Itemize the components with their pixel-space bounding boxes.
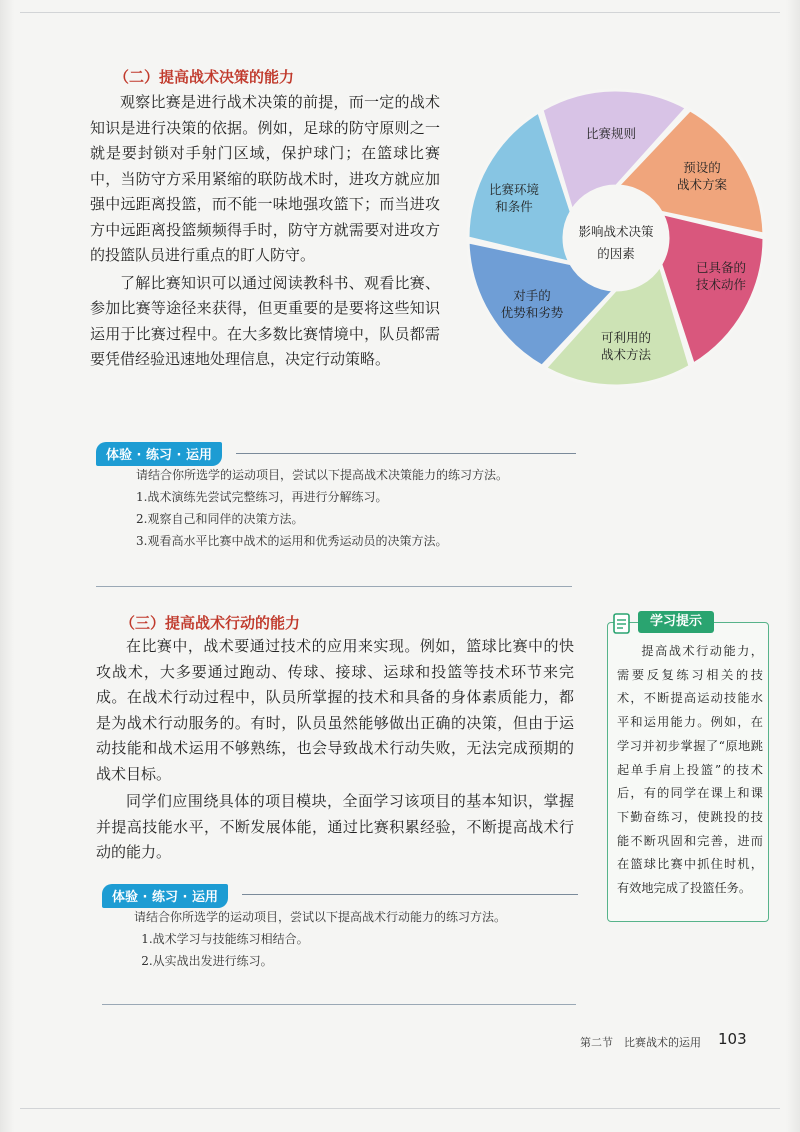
practice-box-action [110, 906, 560, 972]
divider [102, 1004, 576, 1005]
tactical-decision-factors-diagram [456, 88, 776, 398]
section-heading-tactical-action: （三）提高战术行动的能力 [120, 614, 301, 632]
section-heading-tactical-decision: （二）提高战术决策的能力 [114, 68, 295, 86]
tip-paragraph: 提高战术行动能力，需要反复练习相关的技术，不断提高运动技能水平和运用能力。例如，在学习并初步掌握了“原地跳起单手肩上投篮”的技术后，有的同学在课上和课下勤奋练习，使跳投的技能不断巩固和完善，进而在篮球比赛中抓住时机，有效地完成了投篮任务。 [617, 644, 763, 896]
section2-body [90, 90, 440, 373]
segment-label-rules: 比赛规则 [585, 126, 637, 141]
practice-item: 1.战术演练先尝试完整练习，再进行分解练习。 [136, 490, 388, 504]
segment-label-methods-1: 可利用的 [600, 330, 652, 345]
practice-box-decision [112, 464, 552, 552]
practice-item: 2.观察自己和同伴的决策方法。 [136, 512, 304, 526]
learning-tip-header: 学习提示 [638, 611, 714, 633]
segment-label-environment-2: 和条件 [495, 199, 533, 214]
segment-label-methods-2: 战术方法 [600, 347, 652, 362]
practice-item: 3.观看高水平比赛中战术的运用和优秀运动员的决策方法。 [136, 534, 448, 548]
practice-tag: 体验 · 练习 · 运用 [96, 442, 222, 466]
rule-line [20, 12, 780, 13]
practice-item: 2.从实战出发进行练习。 [141, 954, 273, 968]
segment-label-opponent-1: 对手的 [513, 288, 551, 303]
segment-label-opponent-2: 优势和劣势 [500, 305, 564, 320]
practice-intro: 请结合你所选学的运动项目，尝试以下提高战术行动能力的练习方法。 [134, 910, 507, 924]
practice-item: 1.战术学习与技能练习相结合。 [141, 932, 309, 946]
section3-body [96, 634, 574, 866]
tag-underline [242, 894, 578, 895]
segment-label-environment-1: 比赛环境 [488, 182, 540, 197]
tag-underline [236, 453, 576, 454]
segment-label-preset-plan-1: 预设的 [683, 160, 721, 175]
paragraph: 同学们应围绕具体的项目模块，全面学习该项目的基本知识，掌握并提高技能水平，不断发展体能，通过比赛积累经验，不断提高战术行动的能力。 [96, 792, 574, 861]
paragraph: 了解比赛知识可以通过阅读教科书、观看比赛、参加比赛等途径来获得，但更重要的是要将这些知识运用于比赛过程中。在大多数比赛情境中，队员都需要凭借经验迅速地处理信息，决定行动策略。 [90, 273, 440, 368]
segment-label-skills-1: 已具备的 [695, 260, 747, 275]
page-number: 103 [718, 1030, 747, 1048]
divider [96, 586, 572, 587]
rule-line [20, 1108, 780, 1109]
center-label-line2: 的因素 [597, 246, 635, 261]
practice-tag: 体验 · 练习 · 运用 [102, 884, 228, 908]
paragraph: 在比赛中，战术要通过技术的应用来实现。例如，篮球比赛中的快攻战术，大多要通过跑动、传球、接球、运球和投篮等技术环节来完成。在战术行动过程中，队员所掌握的技术和具备的身体素质能力，都是为战术行动服务的。有时，队员虽然能够做出正确的决策，但由于运动技能和战术运用不够熟练，也会导致战术行动失败，无法完成预期的战术目标。 [96, 637, 574, 783]
learning-tip-text [617, 640, 763, 901]
footer-section-title: 第二节 比赛战术的运用 [580, 1036, 701, 1049]
paragraph: 观察比赛是进行战术决策的前提，而一定的战术知识是进行决策的依据。例如，足球的防守原则之一就是要封锁对手射门区域，保护球门；在篮球比赛中，当防守方采用紧缩的联防战术时，进攻方就应加强中远距离投篮，而不能一味地强攻篮下；而当进攻方中远距离投篮频频得手时，防守方就需要对进攻方的投篮队员进行重点的盯人防守。 [90, 93, 440, 264]
segment-label-preset-plan-2: 战术方案 [676, 177, 728, 192]
center-label-line1: 影响战术决策 [578, 224, 654, 239]
notebook-icon [611, 612, 633, 636]
segment-label-skills-2: 技术动作 [695, 277, 747, 292]
practice-intro: 请结合你所选学的运动项目，尝试以下提高战术决策能力的练习方法。 [136, 468, 509, 482]
